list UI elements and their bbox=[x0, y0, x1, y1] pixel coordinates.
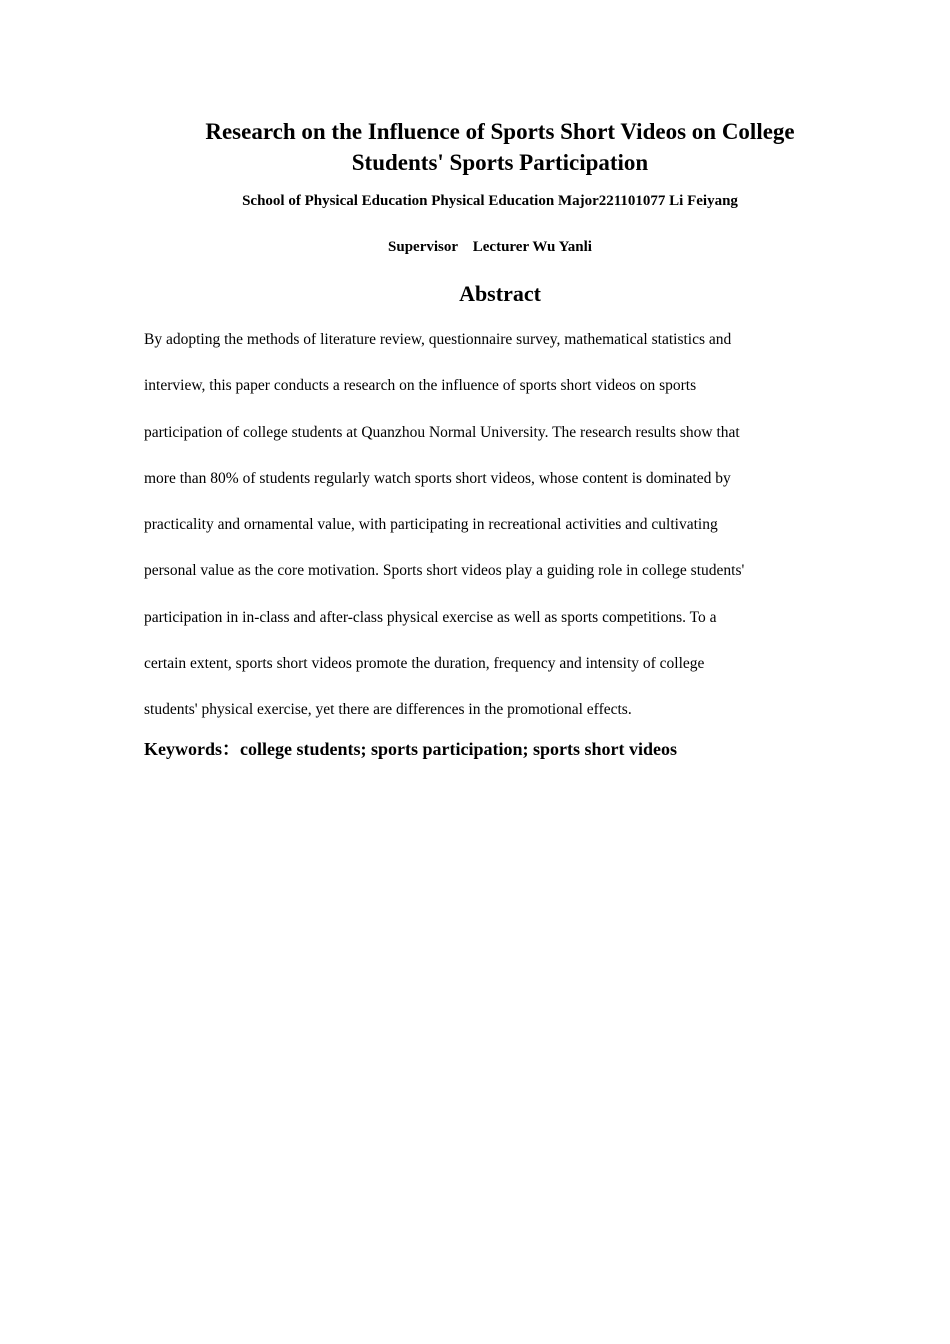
abstract-heading: Abstract bbox=[459, 281, 541, 306]
author-line: School of Physical Education Physical Education Major221101077 Li Feiyang bbox=[242, 193, 738, 209]
keywords-line bbox=[144, 737, 844, 761]
paper-title bbox=[150, 116, 850, 178]
abstract-line: personal value as the core motivation. Sports short videos play a guiding role in college students' bbox=[144, 562, 745, 580]
paper-title-line-1: Research on the Influence of Sports Short Videos on College bbox=[205, 119, 795, 144]
paper-title-line-2: Students' Sports Participation bbox=[351, 150, 649, 175]
keywords-text: college students; sports participation; sports short videos bbox=[240, 739, 677, 759]
abstract-line: participation in in-class and after-class physical exercise as well as sports competitions. To a bbox=[144, 608, 717, 626]
abstract-line: students' physical exercise, yet there are differences in the promotional effects. bbox=[144, 701, 632, 719]
abstract-body bbox=[144, 330, 814, 747]
abstract-line: practicality and ornamental value, with participating in recreational activities and cultivating bbox=[144, 516, 718, 534]
keywords-label: Keywords： bbox=[144, 739, 240, 759]
abstract-line: more than 80% of students regularly watch sports short videos, whose content is dominated by bbox=[144, 469, 731, 487]
abstract-line: certain extent, sports short videos promote the duration, frequency and intensity of college bbox=[144, 655, 705, 673]
abstract-line: participation of college students at Quanzhou Normal University. The research results show that bbox=[144, 423, 740, 441]
abstract-line: interview, this paper conducts a research on the influence of sports short videos on sports bbox=[144, 377, 697, 395]
supervisor-line: Supervisor Lecturer Wu Yanli bbox=[388, 239, 592, 255]
abstract-line: By adopting the methods of literature review, questionnaire survey, mathematical statistics and bbox=[144, 331, 732, 348]
